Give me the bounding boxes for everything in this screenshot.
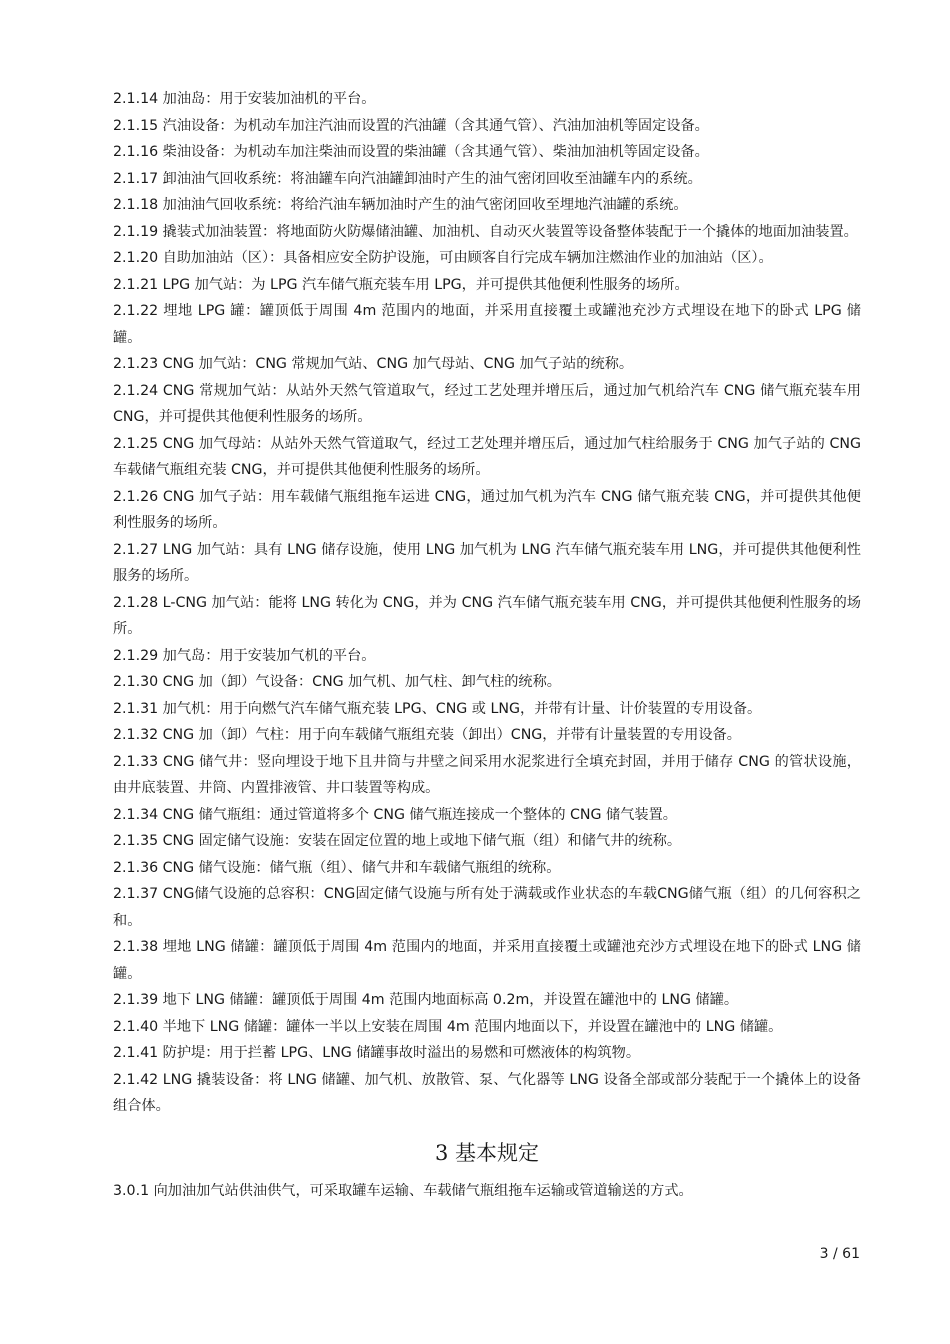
definition-paragraph: 2.1.34 CNG 储气瓶组：通过管道将多个 CNG 储气瓶连接成一个整体的 CNG 储气装置。 <box>113 806 677 823</box>
definition-paragraph: 2.1.32 CNG 加（卸）气柱：用于向车载储气瓶组充装（卸出）CNG，并带有计量装置的专用设备。 <box>113 727 741 743</box>
definition-paragraph: 2.1.31 加气机：用于向燃气汽车储气瓶充装 LPG、CNG 或 LNG，并带有计量、计价装置的专用设备。 <box>113 700 762 717</box>
definition-paragraph: 2.1.36 CNG 储气设施：储气瓶（组）、储气井和车载储气瓶组的统称。 <box>113 859 561 876</box>
definition-paragraph: 2.1.35 CNG 固定储气设施：安装在固定位置的地上或地下储气瓶（组）和储气井的统称。 <box>113 833 682 849</box>
section-heading: 3 基本规定 <box>434 1140 540 1165</box>
document-page <box>113 86 861 1204</box>
definition-paragraph: 2.1.41 防护堤：用于拦蓄 LPG、LNG 储罐事故时溢出的易燃和可燃液体的构筑物。 <box>113 1045 641 1061</box>
definition-paragraph: 2.1.37 CNG储气设施的总容积：CNG固定储气设施与所有处于满载或作业状态的车载CNG储气瓶（组）的几何容积之和。 <box>113 886 861 929</box>
definition-paragraph: 2.1.17 卸油油气回收系统：将油罐车向汽油罐卸油时产生的油气密闭回收至油罐车内的系统。 <box>113 170 702 187</box>
definition-paragraph: 2.1.29 加气岛：用于安装加气机的平台。 <box>113 647 376 664</box>
definition-paragraph: 2.1.24 CNG 常规加气站：从站外天然气管道取气，经过工艺处理并增压后，通过加气机给汽车 CNG 储气瓶充装车用 CNG，并可提供其他便利性服务的场所。 <box>113 382 861 425</box>
definition-paragraph: 2.1.27 LNG 加气站：具有 LNG 储存设施，使用 LNG 加气机为 LNG 汽车储气瓶充装车用 LNG，并可提供其他便利性服务的场所。 <box>113 541 861 584</box>
definition-paragraph: 2.1.15 汽油设备：为机动车加注汽油而设置的汽油罐（含其通气管）、汽油加油机等固定设备。 <box>113 117 709 134</box>
definition-paragraph: 2.1.20 自助加油站（区）：具备相应安全防护设施，可由顾客自行完成车辆加注燃油作业的加油站（区）。 <box>113 250 773 266</box>
definition-paragraph: 2.1.19 撬装式加油装置：将地面防火防爆储油罐、加油机、自动灭火装置等设备整体装配于一个撬体的地面加油装置。 <box>113 223 858 240</box>
definition-paragraph: 2.1.40 半地下 LNG 储罐：罐体一半以上安装在周围 4m 范围内地面以下，并设置在罐池中的 LNG 储罐。 <box>113 1018 783 1035</box>
definition-paragraph: 2.1.25 CNG 加气母站：从站外天然气管道取气，经过工艺处理并增压后，通过加气柱给服务于 CNG 加气子站的 CNG 车载储气瓶组充装 CNG，并可提供其他便利性服务的场所。 <box>113 435 861 478</box>
definition-paragraph: 2.1.30 CNG 加（卸）气设备：CNG 加气机、加气柱、卸气柱的统称。 <box>113 674 561 690</box>
definition-paragraph: 2.1.39 地下 LNG 储罐：罐顶低于周围 4m 范围内地面标高 0.2m，并设置在罐池中的 LNG 储罐。 <box>113 992 739 1008</box>
definition-list <box>113 86 861 1120</box>
definition-paragraph: 2.1.22 埋地 LPG 罐：罐顶低于周围 4m 范围内的地面，并采用直接覆土或罐池充沙方式埋设在地下的卧式 LPG 储罐。 <box>113 303 861 346</box>
definition-paragraph: 2.1.42 LNG 撬装设备：将 LNG 储罐、加气机、放散管、泵、气化器等 LNG 设备全部或部分装配于一个撬体上的设备组合体。 <box>113 1071 861 1114</box>
section-first-paragraph: 3.0.1 向加油加气站供油供气，可采取罐车运输、车载储气瓶组拖车运输或管道输送的方式。 <box>113 1182 693 1199</box>
definition-paragraph: 2.1.38 埋地 LNG 储罐：罐顶低于周围 4m 范围内的地面，并采用直接覆土或罐池充沙方式埋设在地下的卧式 LNG 储罐。 <box>113 939 861 982</box>
definition-paragraph: 2.1.18 加油油气回收系统：将给汽油车辆加油时产生的油气密闭回收至埋地汽油罐的系统。 <box>113 197 688 213</box>
definition-paragraph: 2.1.23 CNG 加气站：CNG 常规加气站、CNG 加气母站、CNG 加气子站的统称。 <box>113 356 634 372</box>
page-number: 3 / 61 <box>819 1246 860 1262</box>
definition-paragraph: 2.1.14 加油岛：用于安装加油机的平台。 <box>113 91 376 107</box>
definition-paragraph: 2.1.33 CNG 储气井：竖向埋设于地下且井筒与井壁之间采用水泥浆进行全填充封固，并用于储存 CNG 的管状设施，由井底装置、井筒、内置排液管、井口装置等构成。 <box>113 753 861 796</box>
definition-paragraph: 2.1.28 L-CNG 加气站：能将 LNG 转化为 CNG，并为 CNG 汽车储气瓶充装车用 CNG，并可提供其他便利性服务的场所。 <box>113 594 861 637</box>
definition-paragraph: 2.1.26 CNG 加气子站：用车载储气瓶组拖车运进 CNG，通过加气机为汽车 CNG 储气瓶充装 CNG，并可提供其他便利性服务的场所。 <box>113 488 861 531</box>
definition-paragraph: 2.1.16 柴油设备：为机动车加注柴油而设置的柴油罐（含其通气管）、柴油加油机等固定设备。 <box>113 144 709 160</box>
definition-paragraph: 2.1.21 LPG 加气站：为 LPG 汽车储气瓶充装车用 LPG，并可提供其他便利性服务的场所。 <box>113 276 689 293</box>
